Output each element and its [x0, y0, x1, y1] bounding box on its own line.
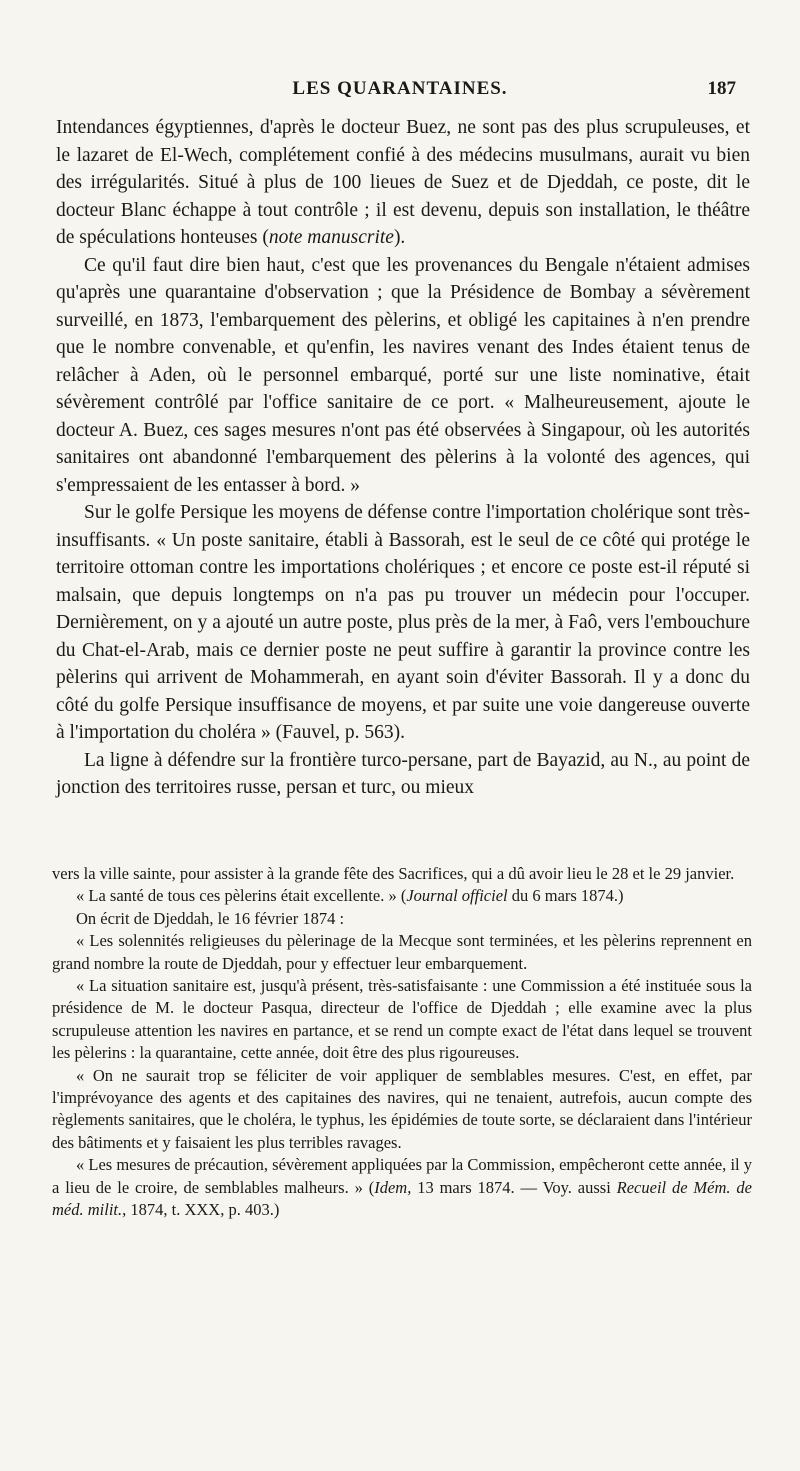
footnote-6: « On ne saurait trop se féliciter de voir appliquer de semblables mesures. C'est, en effet, par l'imprévoyance des agents et des capitaines des navires, qui ne tenaient, autrefois, aucun compte des règlements sanitaires, que le choléra, le typhus, les épidémies de toute sorte, se déclaraient dans l'intérieur des bâtiments et y faisaient les plus terribles ravages.: [52, 1065, 752, 1152]
paragraph-2: Ce qu'il faut dire bien haut, c'est que les provenances du Bengale n'étaient admises qu'après une quarantaine d'observation ; que la Présidence de Bombay a sévèrement surveillé, en 1873, l'embarquement des pèlerins, et obligé les capitaines à n'en prendre que le nombre convenable, et qu'enfin, les navires venant des Indes étaient tenus de relâcher à Aden, où le personnel embarqué, porté sur une liste nominative, était sévèrement contrôlé par l'office sanitaire de ce port. « Malheureusement, ajoute le docteur A. Buez, ces sages mesures n'ont pas été observées à Singapour, où les autorités sanitaires ont abandonné l'embarquement des pèlerins à la volonté des agences, qui s'empressaient de les entasser à bord. »: [56, 254, 750, 496]
footnote-7-end: , 1874, t. XXX, p. 403.): [122, 1200, 280, 1220]
page-number: 187: [707, 78, 736, 99]
paragraph-3: Sur le golfe Persique les moyens de défense contre l'importation cholérique sont très-insuffisants. « Un poste sanitaire, établi à Bassorah, est le seul de ce côté qui protége le territoire ottoman contre les importations cholériques ; et encore ce poste est-il réputé si malsain, que depuis longtemps on n'a pas pu trouver un médecin pour l'occuper. Dernièrement, on y a ajouté un autre poste, plus près de la mer, à Faô, vers l'embouchure du Chat-el-Arab, mais ce dernier poste ne peut suffire à garantir la province contre les pèlerins qui arrivent de Mohammerah, en ayant soin d'éviter Bassorah. Il y a donc du côté du golfe Persique insuffisance de moyens, et par suite une voie dangereuse ouverte à l'importation du choléra » (Fauvel, p. 563).: [56, 502, 750, 743]
footnote-3: On écrit de Djeddah, le 16 février 1874 :: [76, 908, 345, 928]
paragraph-4: La ligne à défendre sur la frontière turco-persane, part de Bayazid, au N., au point de jonction des territoires russe, persan et turc, ou mieux: [56, 749, 750, 798]
footnote-7-mid: 13 mars 1874. — Voy. aussi: [411, 1177, 617, 1197]
footnote-7-italic-2: Recueil de Mém. de méd. milit.: [52, 1177, 752, 1220]
footnote-7-text: « Les mesures de précaution, sévèrement appliquées par la Commission, empêcheront cette année, il y a lieu de le croire, de semblables malheurs. » (: [52, 1155, 752, 1197]
running-title: LES QUARANTAINES.: [292, 78, 508, 99]
footnote-2: [52, 885, 752, 907]
page-header: [64, 78, 736, 106]
paragraph-1-text: Intendances égyptiennes, d'après le docteur Buez, ne sont pas des plus scrupuleuses, et le lazaret de El-Wech, complétement confié à des médecins musulmans, aurait vu bien des irrégularités. Situé à plus de 100 lieues de Suez et de Djeddah, ce poste, dit le docteur Blanc échappe à tout contrôle ; il est devenu, depuis son installation, le théâtre de spéculations honteuses (: [56, 117, 750, 248]
paragraph-1-italic: note manuscrite: [268, 227, 394, 248]
footnote-1: vers la ville sainte, pour assister à la grande fête des Sacrifices, qui a dû avoir lieu le 28 et le 29 janvier.: [52, 864, 735, 883]
footnote-2-text: « La santé de tous ces pèlerins était excellente. » (: [76, 886, 407, 906]
footnote-7-italic-1: Idem,: [374, 1177, 412, 1197]
footnote-4: « Les solennités religieuses du pèlerinage de la Mecque sont terminées, et les pèlerins reprennent en grand nombre la route de Djeddah, pour y effectuer leur embarquement.: [52, 931, 752, 973]
footnote-5: « La situation sanitaire est, jusqu'à présent, très-satisfaisante : une Commission a été instituée sous la présidence de M. le docteur Pasqua, directeur de l'office de Djeddah ; elle examine avec la plus scrupuleuse attention les navires en partance, et se rend un compte exact de l'état dans lequel se trouvent les pèlerins : la quarantaine, cette année, doit être des plus rigoureuses.: [52, 976, 752, 1063]
footnote-7: [52, 1154, 752, 1221]
main-text: [56, 114, 750, 802]
paragraph-1-end: ).: [393, 227, 406, 248]
footnotes: [52, 863, 752, 1222]
footnote-2-end: du 6 mars 1874.): [507, 886, 624, 906]
paragraph-1: [56, 114, 750, 252]
footnote-2-italic: Journal officiel: [406, 886, 508, 906]
